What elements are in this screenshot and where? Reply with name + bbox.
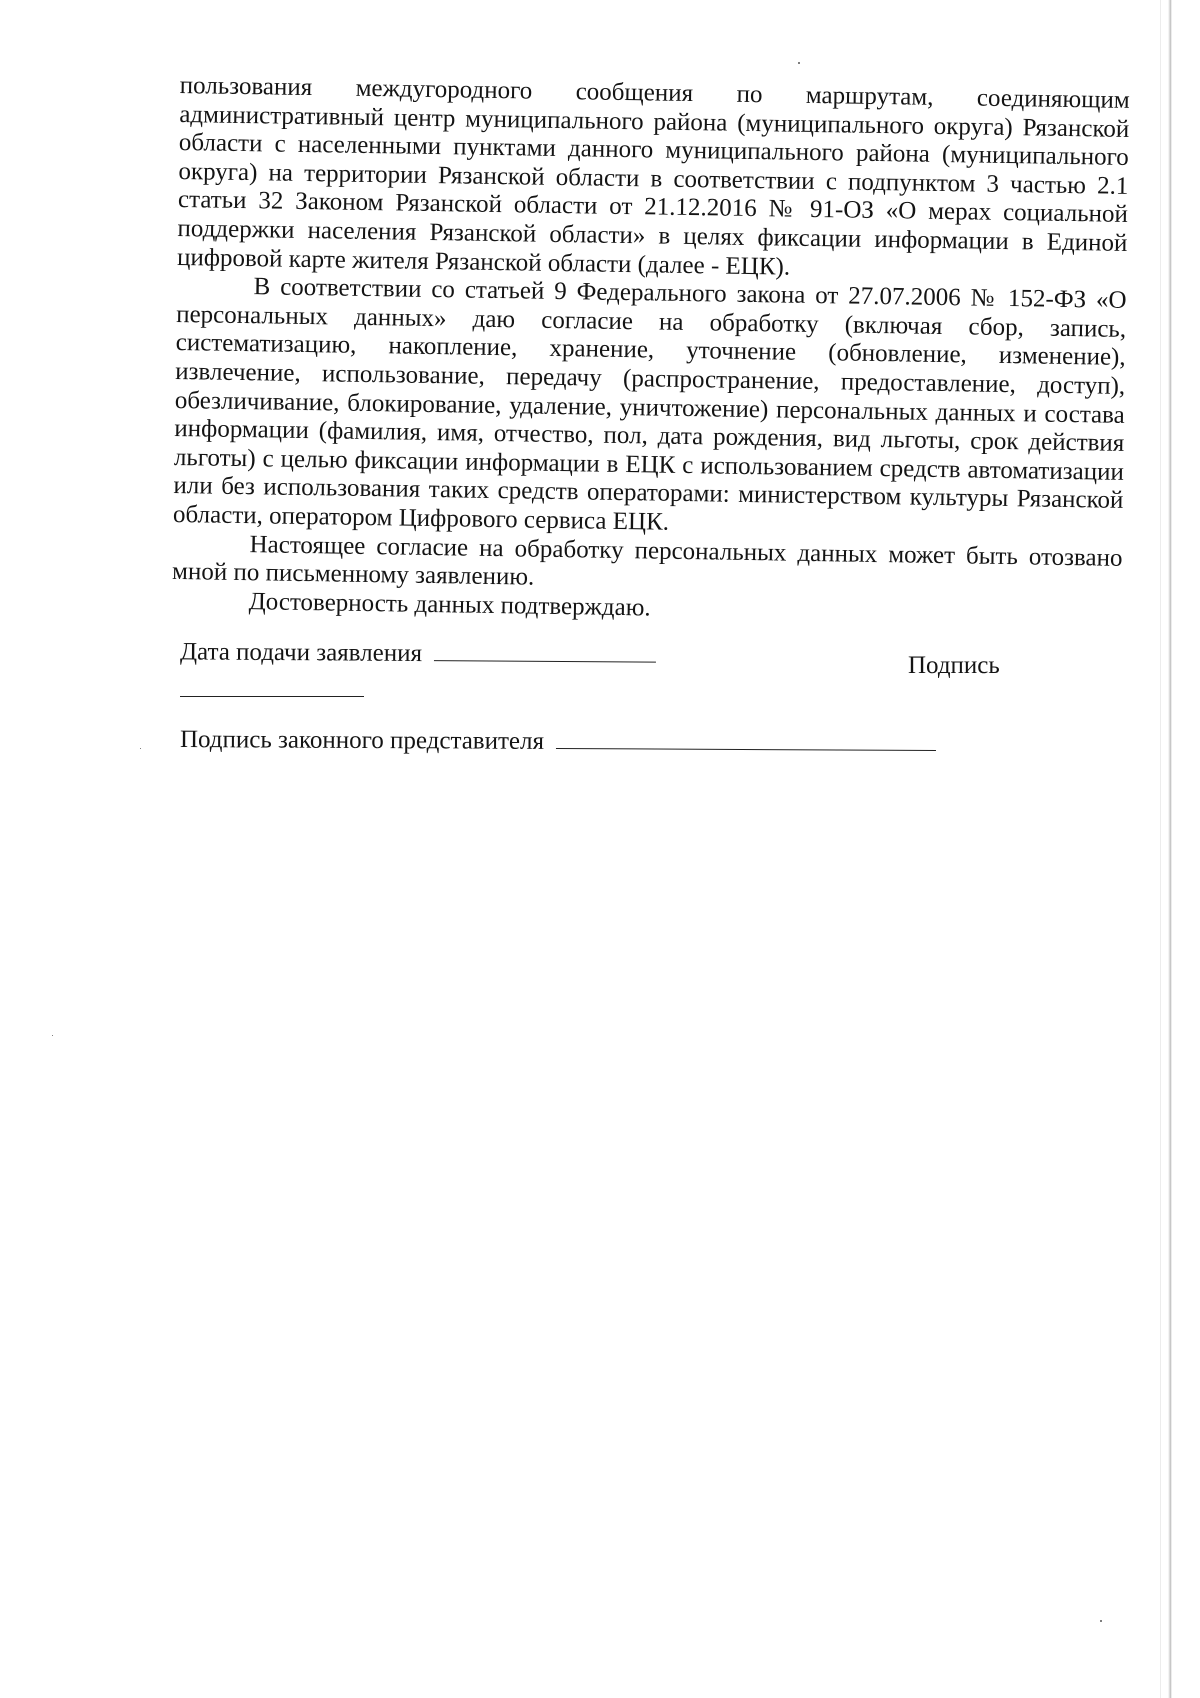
paragraph-revocation: Настоящее согласие на обработку персональных данных может быть отозвано мной по письменному заявлению.	[171, 530, 1123, 591]
date-line	[434, 659, 656, 663]
date-row	[180, 638, 656, 669]
scan-speck	[140, 748, 141, 749]
signature-label: Подпись	[908, 652, 1000, 679]
scan-speck	[798, 62, 800, 64]
scan-edge-shadow	[1168, 0, 1172, 1698]
paragraph-confirmation: Достоверность данных подтверждаю.	[248, 587, 651, 622]
representative-row	[180, 726, 936, 758]
consent-text	[171, 72, 1129, 630]
date-label: Дата подачи заявления	[179, 638, 423, 668]
scan-speck	[1100, 1620, 1102, 1622]
representative-line	[556, 747, 936, 751]
paragraph-consent: В соответствии со статьей 9 Федерального закона от 27.07.2006 № 152-ФЗ «О персональных данных» даю согласие на обработку (включая сбор, запись, систематизацию, накопление, хранение, уточнение (обновление, изменение), извлечение, использование, передачу (распространение, предоставление, доступ), обезличивание, блокирование, удаление, уничтожение) персональных данных и состава информации (фамилия, имя, отчество, пол, дата рождения, вид льготы, срок действия льготы) с целью фиксации информации в ЕЦК с использованием средств автоматизации или без использования таких средств операторами: министерством культуры Рязанской области, оператором Цифрового сервиса ЕЦК.	[172, 273, 1127, 536]
signature-row	[180, 676, 364, 704]
scan-speck	[52, 1035, 53, 1036]
scan-edge-line	[1160, 0, 1161, 1698]
paragraph-continuation: пользования междугородного сообщения по маршрутам, соединяющим административный центр муниципального района (муниципального округа) Рязанской области с населенными пунктами данного муниципального района (муниципального округа) на территории Рязанской области в соответствии с подпунктом 3 частью 2.1 статьи 32 Законом Рязанской области от 21.12.2016 № 91-ОЗ «О мерах социальной поддержки населения Рязанской области» в целях фиксации информации в Единой цифровой карте жителя Рязанской области (далее - ЕЦК).	[176, 72, 1130, 281]
representative-label: Подпись законного представителя	[179, 726, 545, 755]
signature-line	[180, 695, 364, 697]
